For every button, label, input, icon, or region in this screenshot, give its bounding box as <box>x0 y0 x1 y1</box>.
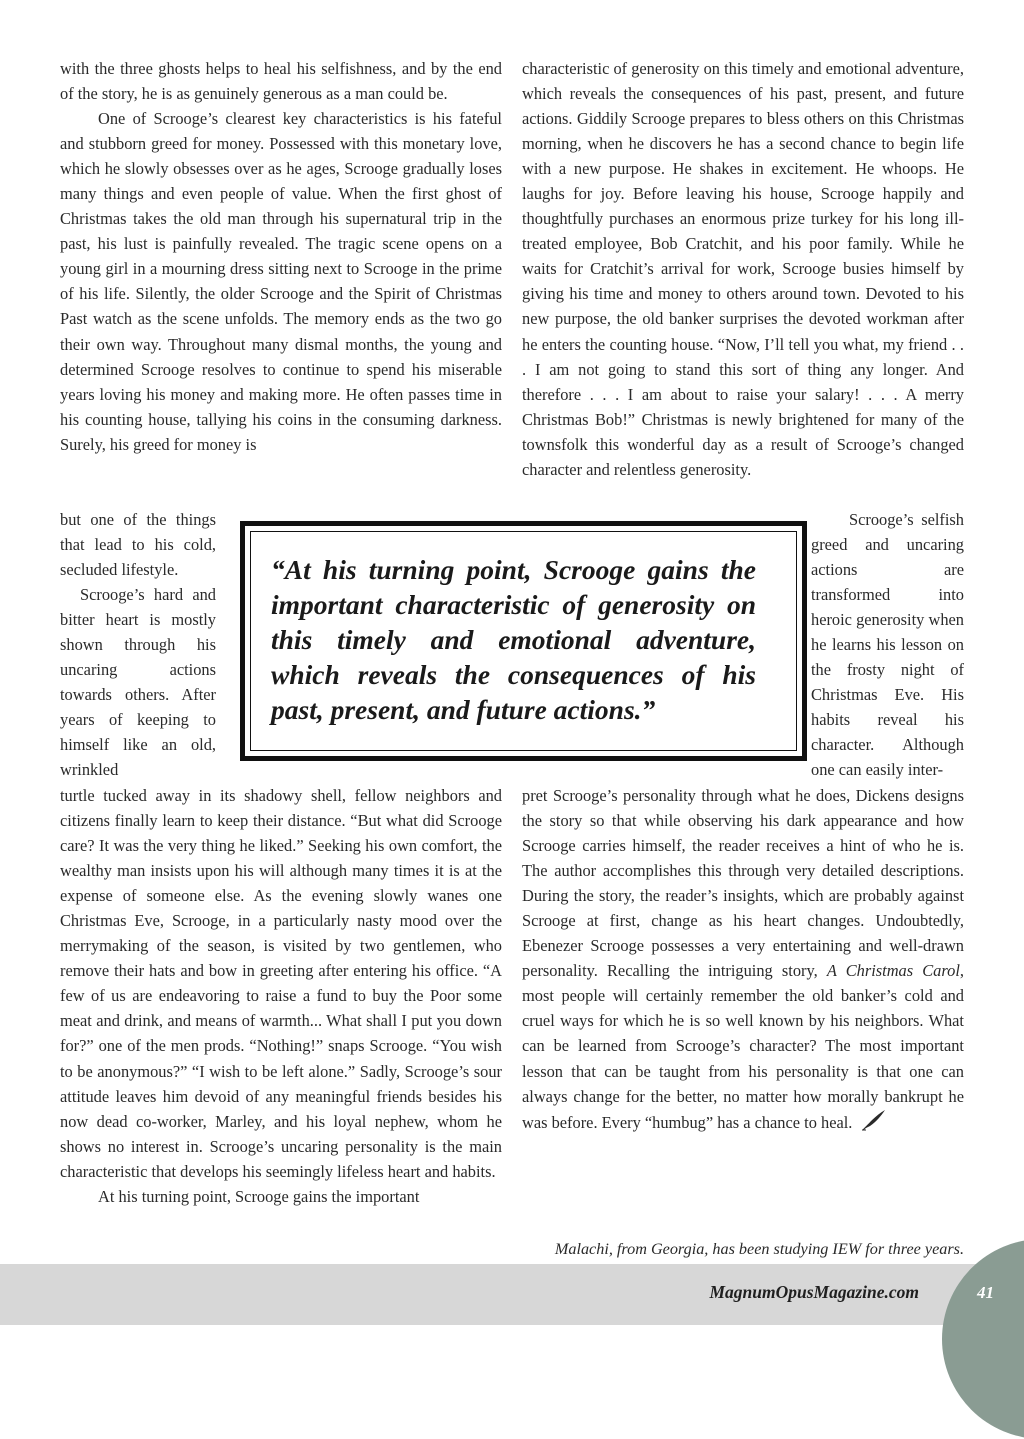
paragraph: Scrooge’s hard and bitter heart is mostly shown through his uncaring actions towards others. After years of keeping to himself like an old, wrinkled <box>60 585 216 780</box>
book-title: A Christmas Carol <box>826 961 960 981</box>
footer-bar <box>0 1264 1024 1325</box>
pull-quote-text: “At his turning point, Scrooge gains the important characteristic of generosity on this timely and emotional adventure, which reveals the consequences of his past, present, and future actions.” <box>271 554 756 725</box>
paragraph: with the three ghosts helps to heal his selfishness, and by the end of the story, he is as genuinely generous as a man could be. <box>60 59 502 104</box>
left-column-wrap <box>60 507 216 783</box>
right-column-bottom <box>522 783 964 1135</box>
right-column-wrap <box>811 507 964 783</box>
author-bio: Malachi, from Georgia, has been studying IEW for three years. <box>554 1240 964 1258</box>
paragraph: but one of the things that lead to his cold, secluded lifestyle. <box>60 510 216 580</box>
left-column-bottom <box>60 783 502 1209</box>
paragraph-text: pret Scrooge’s personality through what he does, Dickens designs the story so that while observing his dark appearance and how Scrooge carries himself, the reader receives a hint of who he is. The author accomplishes this through very detailed descriptions. During the story, the reader’s insights, which are probably against Scrooge at first, change as his heart changes. Undoubtedly, Ebenezer Scrooge possesses a very entertaining and well-drawn personality. Recalling the intriguing story, <box>522 786 964 981</box>
paragraph: Scrooge’s selfish greed and uncaring actions are transformed into heroic generosity when he learns his lesson on the frosty night of Christmas Eve. His habits reveal his character. Although one can easily inter- <box>811 510 964 780</box>
paragraph: characteristic of generosity on this timely and emotional adventure, which reveals the consequences of his past, present, and future actions. Giddily Scrooge prepares to bless others on this Christmas morning, when he discovers he has a second chance to begin life with a new purpose. He shakes in excitement. He whoops. He laughs for joy. Before leaving his house, Scrooge happily and thoughtfully purchases an enormous prize turkey for his long ill-treated employee, Bob Cratchit, and his poor family. While he waits for Cratchit’s arrival for work, Scrooge busies himself by giving his time and money to others around town. Devoted to his new purpose, the old banker surprises the devoted workman after he enters the counting house. “Now, I’ll tell you what, my friend . . . I am not going to stand this sort of thing any longer. And therefore . . . I am about to raise your salary! . . . A merry Christmas Bob!” Christmas is newly brightened for many of the townsfolk this wonderful day as a result of Scrooge’s changed character and relentless generosity. <box>522 59 964 479</box>
paragraph: One of Scrooge’s clearest key characteristics is his fateful and stubborn greed for money. Possessed with this monetary love, which he slowly obsesses over as he ages, Scrooge gradually loses many things and even people of value. When the first ghost of Christmas takes the old man through his supernatural trip in the past, his lust is painfully revealed. The tragic scene opens on a young girl in a mourning dress sitting next to Scrooge in the prime of his life. Silently, the older Scrooge and the Spirit of Christmas Past watch as the scene unfolds. The memory ends as the two go their own way. Throughout many dismal months, the young and determined Scrooge resolves to continue to spend his miserable years loving his money and making more. He often passes time in his counting house, tallying his coins in the consuming darkness. Surely, his greed for money is <box>60 109 502 454</box>
paragraph: At his turning point, Scrooge gains the important <box>98 1186 420 1206</box>
page-number: 41 <box>977 1283 994 1302</box>
paragraph <box>522 783 964 1135</box>
left-column-top <box>60 56 502 457</box>
footer-site-link[interactable]: MagnumOpusMagazine.com <box>709 1282 919 1302</box>
pull-quote-box <box>240 521 807 761</box>
paragraph-text: , most people will certainly remember the old banker’s cold and cruel ways for which he is so well known by his neighbors. What can be learned from Scrooge’s character? The most important lesson that can be taught from his personality is that one can always change for the better, no matter how morally bankrupt he was before. Every “humbug” has a chance to heal. <box>522 961 964 1132</box>
paragraph: turtle tucked away in its shadowy shell, fellow neighbors and citizens finally learn to keep their distance. “But what did Scrooge care? It was the very thing he liked.” Seeking his own comfort, the wealthy man insists upon his will although many times it is at the expense of someone else. As the evening slowly wanes one Christmas Eve, Scrooge, in a particularly nasty mood over the merrymaking of the season, is visited by two gentlemen, who remove their hats and bow in greeting after entering his office. “A few of us are endeavoring to raise a fund to buy the Poor some meat and drink, and means of warmth... What shall I put you down for?” one of the men prods. “Nothing!” snaps Scrooge. “You wish to be anonymous?” “I wish to be left alone.” Sadly, Scrooge’s sour attitude leaves him devoid of any meaningful friends besides his now dead co-worker, Marley, and his loyal nephew, whom he shows no interest in. Scrooge’s uncaring personality is the main characteristic that develops his seemingly lifeless heart and habits. <box>60 786 502 1181</box>
quill-pen-icon <box>861 1109 887 1129</box>
right-column-top <box>522 56 964 482</box>
pull-quote-inner-border <box>250 531 797 751</box>
